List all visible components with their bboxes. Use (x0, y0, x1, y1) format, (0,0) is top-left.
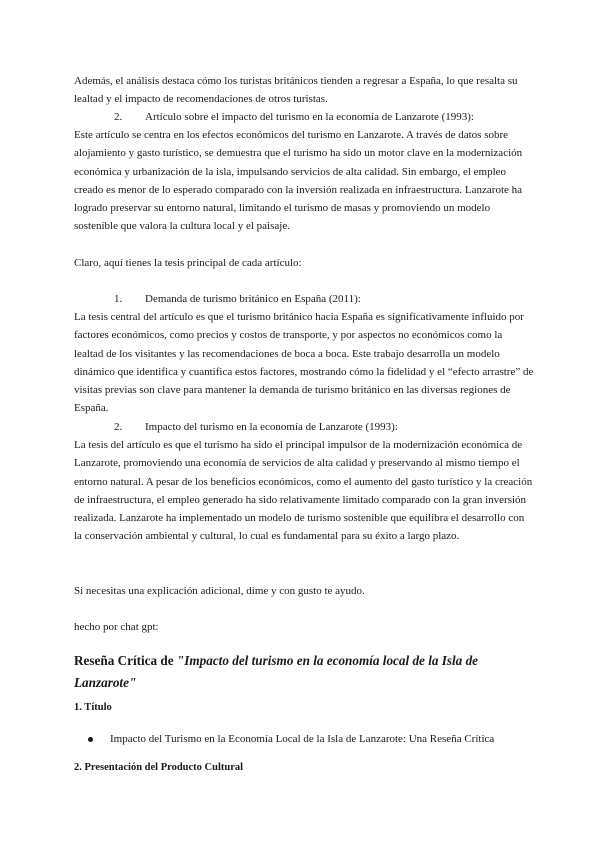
lanzarote-summary-paragraph: Este artículo se centra en los efectos económicos del turismo en Lanzarote. A través de datos sobre alojamiento y gasto turístico, se demuestra que el turismo ha sido un motor clave en la modernización económica y urbanización de la isla, impulsando servicios de alta calidad. Sin embargo, el empleo creado es menor de lo esperado comparado con la inversión realizada en infraestructura. Lanzarote ha logrado preservar su entorno natural, limitando el turismo de masas y promoviendo un modelo sostenible que valora la cultura local y el paisaje. (74, 129, 523, 233)
review-heading (74, 650, 534, 694)
list-number: 2. (114, 421, 123, 433)
list-item-title: Demanda de turismo británico en España (2011): (145, 293, 361, 305)
intro-paragraph: Además, el análisis destaca cómo los turistas británicos tienden a regresar a España, lo que resalta su lealtad y el impacto de recomendaciones de otros turistas. (74, 75, 518, 106)
help-offer-line: Si necesitas una explicación adicional, dime y con gusto te ayudo. (74, 585, 365, 597)
review-heading-prefix: Reseña Crítica de (74, 653, 177, 668)
list-item-title: Impacto del turismo en la economía de Lanzarote (1993): (145, 421, 398, 433)
list-item-title: Artículo sobre el impacto del turismo en la economía de Lanzarote (1993): (145, 111, 474, 123)
section-heading-titulo: 1. Título (74, 702, 112, 713)
thesis-intro-line: Claro, aquí tienes la tesis principal de cada artículo: (74, 257, 302, 269)
lanzarote-thesis-paragraph: La tesis del artículo es que el turismo ha sido el principal impulsor de la modernización económica de Lanzarote, promoviendo una economía de servicios de alta calidad y preservando al mismo tiempo el entorno natural. A pesar de los beneficios económicos, como el aumento del gasto turístico y la creación de infraestructura, el empleo generado ha sido relativamente limitado comparado con la gran inversión realizada. Lanzarote ha implementado un modelo de turismo sostenible que equilibra el desarrollo con la conservación ambiental y cultural, lo cual es fundamental para su éxito a largo plazo. (74, 439, 533, 543)
british-demand-thesis-paragraph: La tesis central del artículo es que el turismo británico hacia España es significativamente influido por factores económicos, como precios y costos de transporte, y por aspectos no económicos como la lealtad de los visitantes y las recomendaciones de boca a boca. Este trabajo desarrolla un modelo dinámico que identifica y cuantifica estos factores, mostrando cómo la fidelidad y el “efecto arrastre” de visitas previas son clave para mantener la demanda de turismo británico en las diversas regiones de España. (74, 311, 534, 415)
list-number: 1. (114, 293, 123, 305)
made-by-line: hecho por chat gpt: (74, 621, 159, 633)
review-heading-title: "Impacto del turismo en la economía local de la Isla de Lanzarote" (74, 653, 479, 690)
bullet-dot (88, 737, 93, 742)
bullet-text: Impacto del Turismo en la Economía Local de la Isla de Lanzarote: Una Reseña Crítica (110, 733, 495, 745)
list-number: 2. (114, 111, 123, 123)
section-heading-presentacion: 2. Presentación del Producto Cultural (74, 762, 244, 773)
